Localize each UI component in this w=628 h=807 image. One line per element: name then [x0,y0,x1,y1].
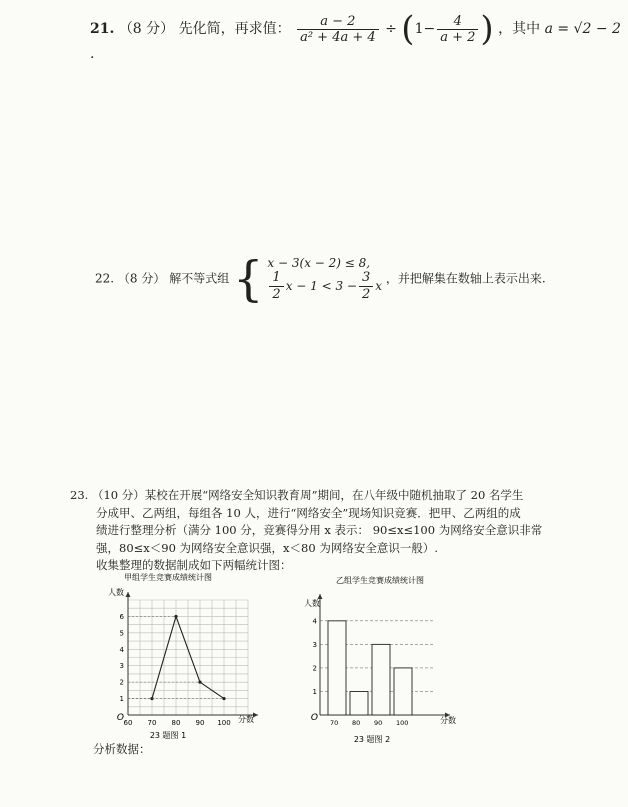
chart-1-caption: 23 题图 1 [149,731,187,740]
question-22-suffix: ，并把解集在数轴上表示出来. [385,271,546,286]
brace-icon: { [233,251,264,307]
ineq2-mid: x − 1 < 3 − [285,278,357,293]
question-22-number: 22. [95,271,115,286]
x-tick-label: 70 [330,719,339,727]
x-tick-label: 90 [195,719,205,727]
fraction-2-denominator: a + 2 [440,29,476,45]
ineq2-fraction-a [269,270,283,302]
fraction-1 [297,14,379,45]
y-tick-label: 5 [119,629,124,638]
chart-1-title: 甲组学生竞赛成绩统计图 [124,573,212,582]
q23-line-2: 分成甲、乙两组，每组各 10 人，进行“网络安全”现场知识竞赛．把甲、乙两组的成 [96,505,521,520]
question-23 [70,487,610,575]
y-axis-arrow-icon [126,592,131,597]
y-tick-label: 1 [312,687,317,696]
q23-line-5: 收集整理的数据制成如下两幅统计图： [96,558,292,572]
y-tick-label: 3 [312,640,317,649]
division-sign: ÷ [385,21,397,37]
question-21-score: （8 分） [118,21,175,37]
chart-2-title: 乙组学生竞赛成绩统计图 [336,576,424,585]
y-tick-label: 2 [312,664,317,673]
fraction-2 [437,14,478,45]
y-tick-label: 1 [119,695,124,704]
chart-1-grid [128,600,248,715]
question-21 [90,9,628,62]
y-tick-label: 6 [119,612,124,621]
one-minus: 1− [414,21,436,37]
chart-1-origin: O [116,713,124,723]
question-21-prompt: 先化简，再求值： [178,21,291,37]
q23-line-3: 绩进行整理分析（满分 100 分，竞赛得分用 x 表示： 90≤x≤100 为网络安全意识非常 [96,523,543,537]
data-point [198,681,201,684]
question-22 [95,251,546,307]
x-tick-label: 100 [217,719,231,727]
chart-group-b [300,570,475,748]
chart-2-xlabel: 分数 [440,716,456,725]
x-tick-label: 90 [374,719,383,727]
inequality-1: x − 3(x − 2) ≤ 8, [267,255,371,270]
y-tick-label: 4 [312,617,317,626]
chart-2-ylabel: 人数 [304,599,320,608]
ineq2-a-num: 1 [269,270,283,287]
paren-close: ) [480,9,494,49]
bar [350,691,368,715]
y-tick-label: 4 [119,645,124,654]
ineq2-a-den: 2 [272,286,281,302]
data-point [222,697,225,700]
inequality-2 [267,270,382,302]
y-tick-label: 2 [119,678,124,687]
question-22-prompt: 解不等式组 [169,271,230,286]
bar [394,668,412,715]
chart-2-origin: O [310,713,318,723]
chart-group-a [88,570,278,745]
ineq2-b-den: 2 [361,286,371,302]
bar [328,621,346,715]
q23-line-4: 强，80≤x＜90 为网络安全意识强，x＜80 为网络安全意识一般）. [96,540,438,555]
x-tick-label: 100 [396,719,409,727]
analysis-label: 分析数据： [93,742,151,756]
x-tick-label: 60 [123,719,133,727]
x-tick-label: 80 [171,719,181,727]
fraction-1-numerator: a − 2 [297,14,379,30]
bar [372,644,390,715]
data-point [174,615,177,618]
chart-2-caption: 23 题图 2 [353,735,391,744]
ineq2-fraction-b [359,270,373,302]
ineq2-end: x [375,278,383,293]
x-tick-label: 70 [147,719,157,727]
q23-line-1: 23. （10 分）某校在开展“网络安全知识教育周”期间，在八年级中随机抽取了 20 名学生 [70,488,524,502]
question-22-score: （8 分） [117,271,166,286]
y-tick-label: 3 [119,662,124,671]
fraction-2-numerator: 4 [437,14,478,30]
paren-open: ( [401,9,415,49]
where-label: ，其中 [498,21,541,37]
ineq2-b-num: 3 [359,270,373,287]
fraction-1-denominator: a² + 4a + 4 [300,29,376,45]
question-21-number: 21. [90,21,115,37]
chart-1-ylabel: 人数 [108,588,124,597]
chart-1-xlabel: 分数 [238,715,254,724]
x-tick-label: 80 [352,719,361,727]
chart-1-ticks [120,613,231,727]
value-expression: a = √2 − 2 . [90,21,621,62]
inequality-system [267,256,382,303]
